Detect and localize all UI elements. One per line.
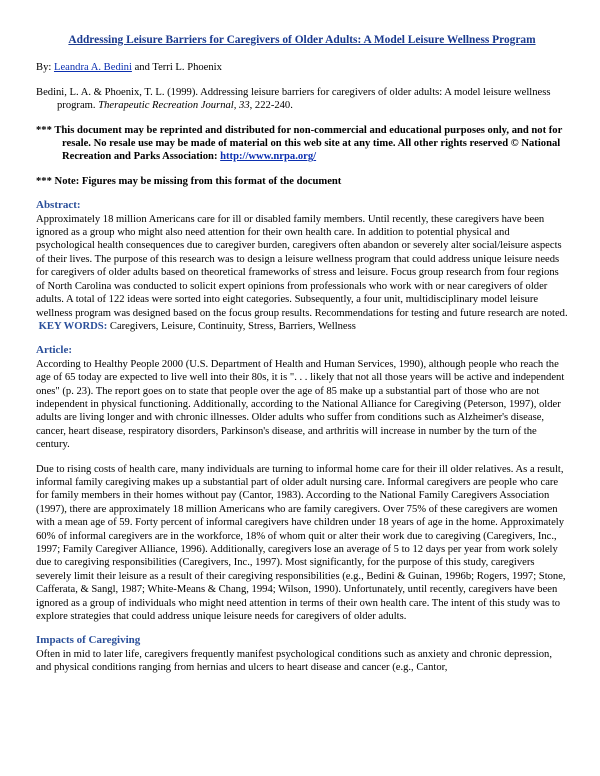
- impacts-heading: Impacts of Caregiving: [36, 634, 141, 647]
- byline: [36, 61, 568, 74]
- article-heading: Article:: [36, 344, 73, 357]
- abstract-text: Approximately 18 million Americans care for ill or disabled family members. Until recently, these caregivers have been ignored as a group who might also need attention for their own health care. In addition to potential physical and psychological health consequences due to caregiver burden, caregivers often abandon or severely alter social/leisure aspects of their lives. The purpose of this research was to design a leisure wellness program that could address unique leisure needs for caregivers of older adults based on theoretical frameworks of stress and leisure. Focus group research from four regions of North Carolina was conducted to solicit expert opinions from professionals who work with or near caregivers of older adults. A total of 122 ideas were sorted into eight categories. Subsequently, a four unit, multidisciplinary model leisure wellness program was designed based on the focus group results. Recommendations for testing and future research are noted.: [36, 213, 568, 319]
- keywords: [36, 320, 568, 333]
- article-paragraph-2: Due to rising costs of health care, many individuals are turning to informal home care for their ill older relatives. As a result, informal family caregiving makes up a substantial part of older adult nursing care. Informal caregivers are people who care for family members in their homes without pay (Cantor, 1983). According to the National Family Caregivers Association (1997), there are approximately 18 million Americans who are family caregivers. Over 75% of these caregivers are women with a mean age of 59. Forty percent of informal caregivers have children under 18 years of age in the home. Approximately 60% of informal caregivers are in the workforce, 18% of whom quit or alter their work due to caregiving (Caregivers, Inc., 1997; Family Caregiver Alliance, 1996). Additionally, caregivers lose an average of 5 to 12 days per year from work solely due to caregiving responsibilities (Caregivers, Inc., 1997). Most significantly, for the purpose of this study, caregivers severely limit their leisure as a result of their caregiving responsibilities (e.g., Bedini & Guinan, 1996b; Rogers, 1997; Stone, Cafferata, & Sangl, 1987; White-Means & Chang, 1994; Wilson, 1990). Unfortunately, until recently, caregivers have been ignored as a group of individuals who might need attention in terms of their own health care. The intent of this study was to explore strategies that could address unique leisure needs for caregivers of older adults.: [36, 463, 566, 623]
- copyright-notice: [36, 124, 568, 164]
- document-title-link[interactable]: Addressing Leisure Barriers for Caregivers of Older Adults: A Model Leisure Wellness Program: [68, 34, 536, 46]
- article-paragraph-1: According to Healthy People 2000 (U.S. Department of Health and Human Services, 1990), although people who reach the age of 65 today are expected to live well into their 80s, it is ". . . likely that not all those years will be active and independent ones" (p. 23). The report goes on to state that people over the age of 85 make up a substantial part of those who are not independent in physical functioning. Additionally, according to the National Alliance for Caregiving (Peterson, 1997), older adults are living longer and with chronic illnesses. Older adults who suffer from conditions such as Alzheimer's disease, cancer, heart disease, respiratory disorders, Parkinson's disease, and arthritis will increase in number by the turn of the century.: [36, 358, 565, 451]
- impacts-paragraph-1: Often in mid to later life, caregivers frequently manifest psychological conditions such as anxiety and chronic depression, and physical conditions ranging from hernias and ulcers to heart disease and cancer (e.g., Cantor,: [36, 648, 552, 674]
- keywords-text: Caregivers, Leisure, Continuity, Stress, Barriers, Wellness: [109, 320, 356, 332]
- citation: [36, 86, 568, 113]
- notice-text: *** This document may be reprinted and distributed for non-commercial and educational purposes only, and not for resale. No resale use may be made of material on this web site at any time. All other rights reserved © National Recreation and Parks Association:: [36, 124, 563, 163]
- nrpa-link[interactable]: http://www.nrpa.org/: [220, 151, 317, 163]
- figures-note: *** Note: Figures may be missing from this format of the document: [36, 175, 342, 187]
- byline-label: By:: [36, 62, 52, 74]
- citation-pages: , 222-240.: [249, 100, 293, 112]
- author-link[interactable]: Leandra A. Bedini: [53, 62, 132, 74]
- citation-journal: Therapeutic Recreation Journal, 33: [98, 100, 250, 112]
- abstract-heading: Abstract:: [36, 199, 81, 212]
- citation-text: Bedini, L. A. & Phoenix, T. L. (1999). Addressing leisure barriers for caregivers of older adults: A model leisure wellness program.: [36, 86, 551, 112]
- keywords-label: KEY WORDS:: [38, 320, 108, 332]
- byline-coauthor: and Terri L. Phoenix: [134, 62, 222, 74]
